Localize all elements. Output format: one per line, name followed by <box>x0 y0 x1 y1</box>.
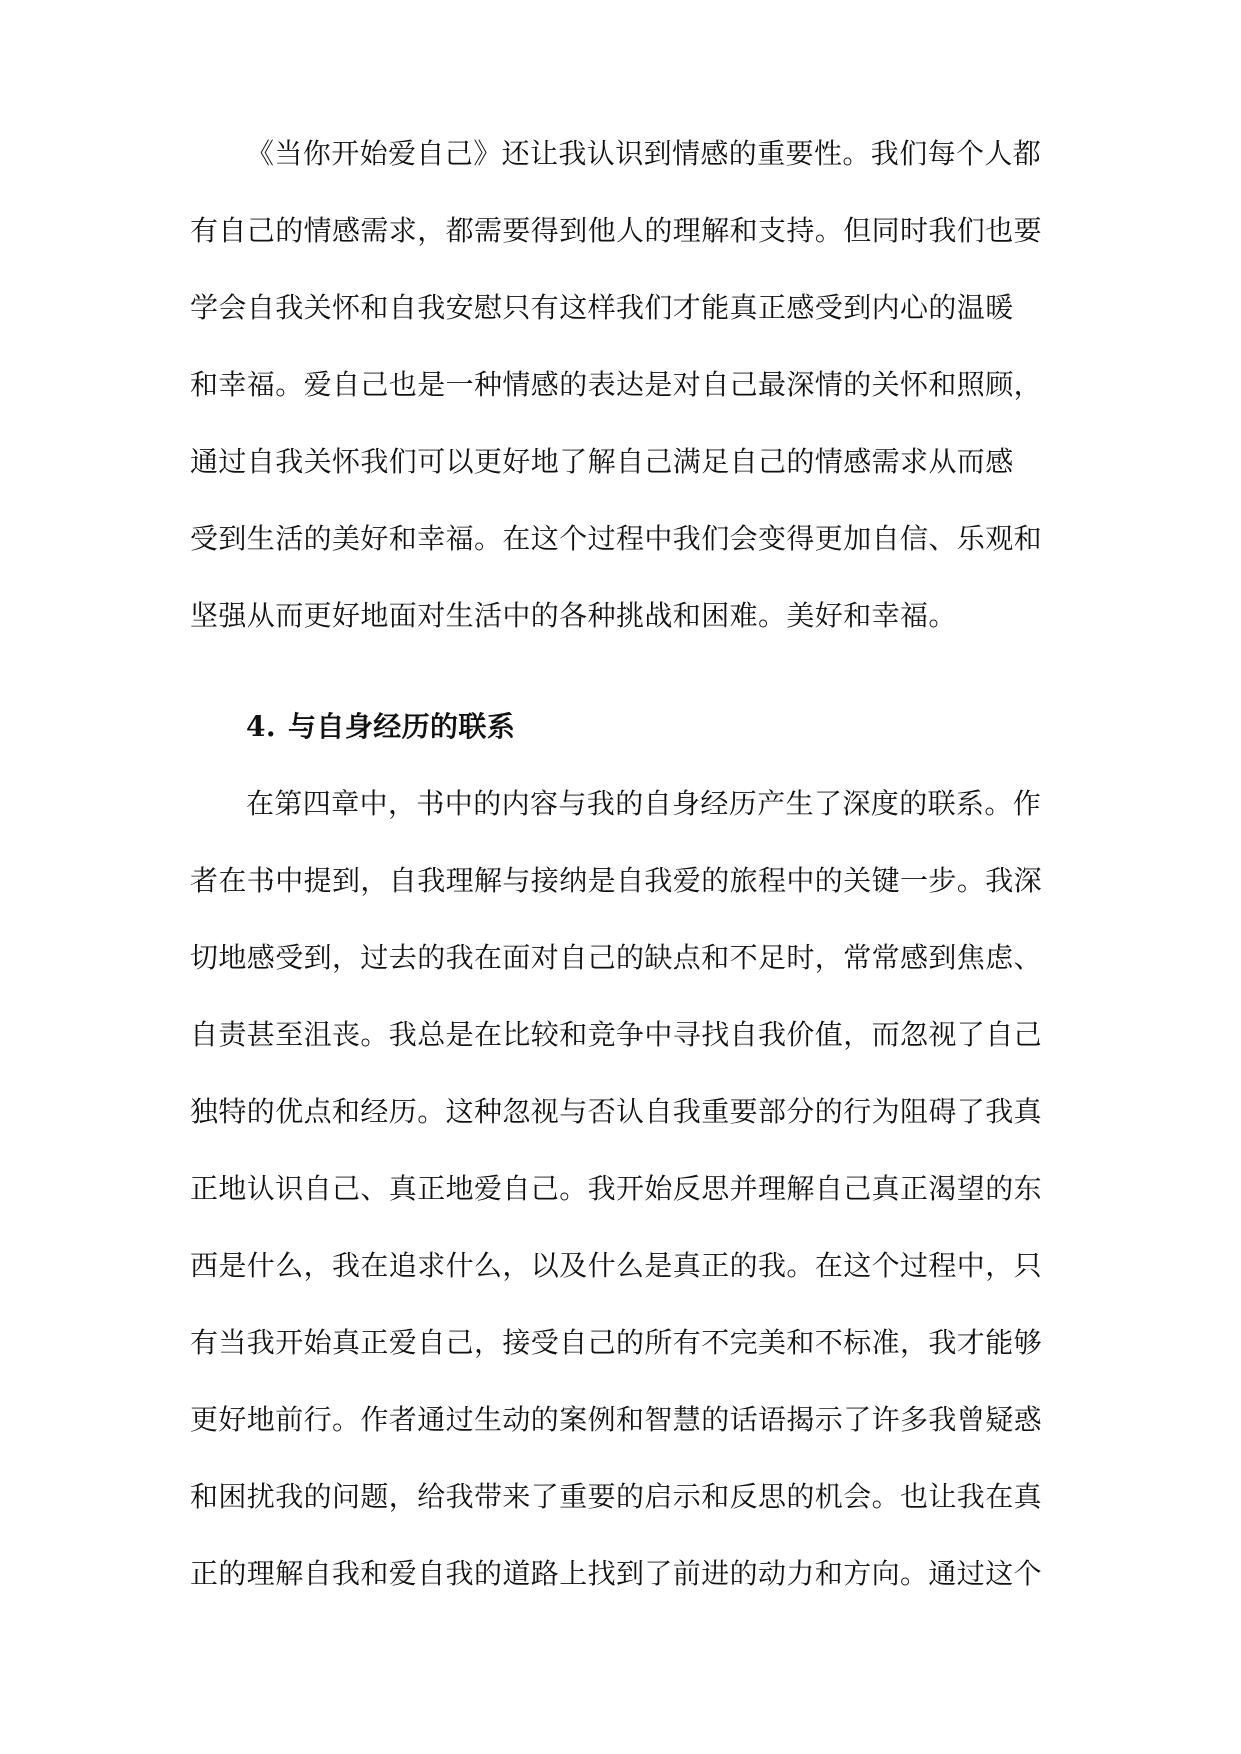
paragraph-1-line-3: 学会自我关怀和自我安慰只有这样我们才能真正感受到内心的温暖 <box>190 291 1014 324</box>
paragraph-2-line-11: 正的理解自我和爱自我的道路上找到了前进的动力和方向。通过这个 <box>190 1557 1043 1590</box>
paragraph-1-line-5: 通过自我关怀我们可以更好地了解自己满足自己的情感需求从而感 <box>190 445 1014 478</box>
section-number: 4. <box>246 710 277 743</box>
paragraph-2-line-4: 自责甚至沮丧。我总是在比较和竞争中寻找自我价值，而忽视了自己 <box>190 1018 1043 1051</box>
paragraph-2-line-7: 西是什么，我在追求什么，以及什么是真正的我。在这个过程中，只 <box>190 1249 1043 1282</box>
paragraph-2-line-5: 独特的优点和经历。这种忽视与否认自我重要部分的行为阻碍了我真 <box>190 1095 1043 1128</box>
section-heading <box>246 707 515 747</box>
paragraph-2-line-8: 有当我开始真正爱自己，接受自己的所有不完美和不标准，我才能够 <box>190 1326 1043 1359</box>
paragraph-1-line-6: 受到生活的美好和幸福。在这个过程中我们会变得更加自信、乐观和 <box>190 522 1043 555</box>
paragraph-1-line-2: 有自己的情感需求，都需要得到他人的理解和支持。但同时我们也要 <box>190 214 1043 247</box>
paragraph-2-line-3: 切地感受到，过去的我在面对自己的缺点和不足时，常常感到焦虑、 <box>190 941 1043 974</box>
paragraph-1-line-4: 和幸福。爱自己也是一种情感的表达是对自己最深情的关怀和照顾， <box>190 368 1043 401</box>
paragraph-1-line-7: 坚强从而更好地面对生活中的各种挑战和困难。美好和幸福。 <box>190 599 957 632</box>
paragraph-2-line-2: 者在书中提到，自我理解与接纳是自我爱的旅程中的关键一步。我深 <box>190 864 1043 897</box>
section-title: 与自身经历的联系 <box>288 710 516 743</box>
paragraph-2-line-9: 更好地前行。作者通过生动的案例和智慧的话语揭示了许多我曾疑惑 <box>190 1403 1043 1436</box>
paragraph-2-line-10: 和困扰我的问题，给我带来了重要的启示和反思的机会。也让我在真 <box>190 1480 1043 1513</box>
paragraph-1-line-1: 《当你开始爱自己》还让我认识到情感的重要性。我们每个人都 <box>246 137 1042 170</box>
paragraph-2-line-1: 在第四章中，书中的内容与我的自身经历产生了深度的联系。作 <box>246 787 1042 820</box>
paragraph-2-line-6: 正地认识自己、真正地爱自己。我开始反思并理解自己真正渴望的东 <box>190 1172 1043 1205</box>
